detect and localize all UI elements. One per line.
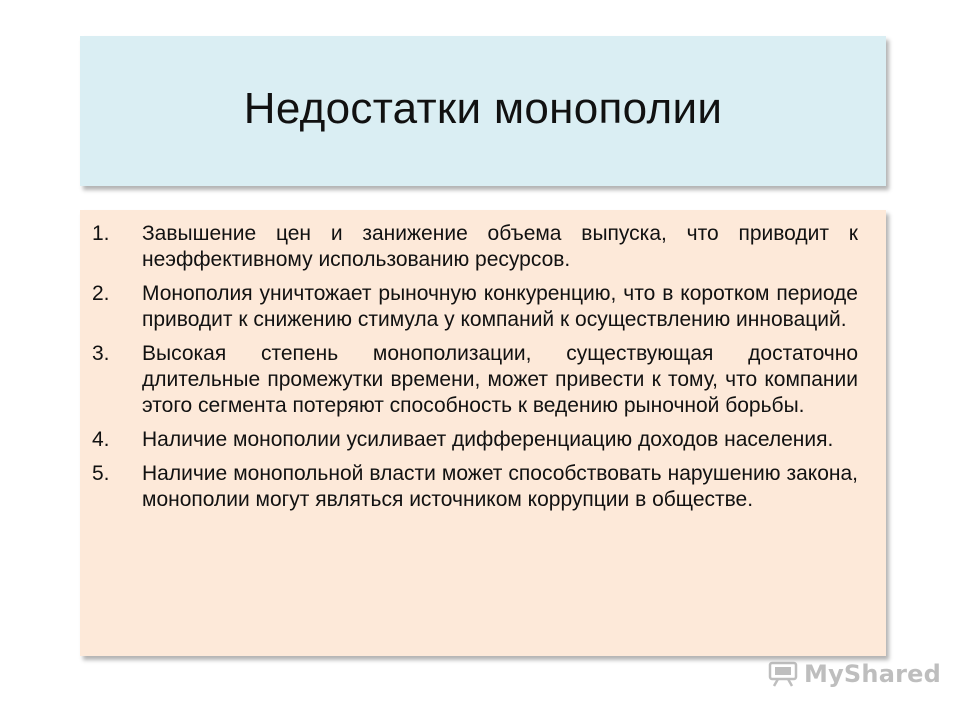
list-item-text: Высокая степень монополизации, существующая достаточно длительные промежутки времени, может привести к тому, что компании этого сегмента потеряют способность к ведению рыночной борьбы. <box>142 342 858 417</box>
list-item-text: Завышение цен и занижение объема выпуска, что приводит к неэффективному использованию ресурсов. <box>142 222 858 271</box>
list-item-number: 4. <box>92 428 110 451</box>
disadvantages-list <box>92 221 858 521</box>
list-item-number: 3. <box>92 342 110 365</box>
watermark-text: MyShared <box>804 660 941 688</box>
list-item <box>92 427 858 453</box>
list-item-text: Наличие монопольной власти может способствовать нарушению закона, монополии могут являться источником коррупции в обществе. <box>142 462 858 511</box>
list-item <box>92 221 858 273</box>
title-box <box>80 36 886 186</box>
list-item-number: 5. <box>92 462 110 485</box>
list-item-number: 1. <box>92 222 110 245</box>
list-item-text: Монополия уничтожает рыночную конкуренцию, что в коротком периоде приводит к снижению стимула у компаний к осуществлению инноваций. <box>142 282 858 331</box>
list-item <box>92 281 858 333</box>
presentation-board-icon <box>768 661 798 687</box>
watermark <box>768 660 941 688</box>
list-item-text: Наличие монополии усиливает дифференциацию доходов населения. <box>142 428 834 451</box>
list-item <box>92 341 858 419</box>
slide-title: Недостатки монополии <box>243 84 723 133</box>
list-item-number: 2. <box>92 282 110 305</box>
list-item <box>92 461 858 513</box>
content-box <box>80 210 886 656</box>
